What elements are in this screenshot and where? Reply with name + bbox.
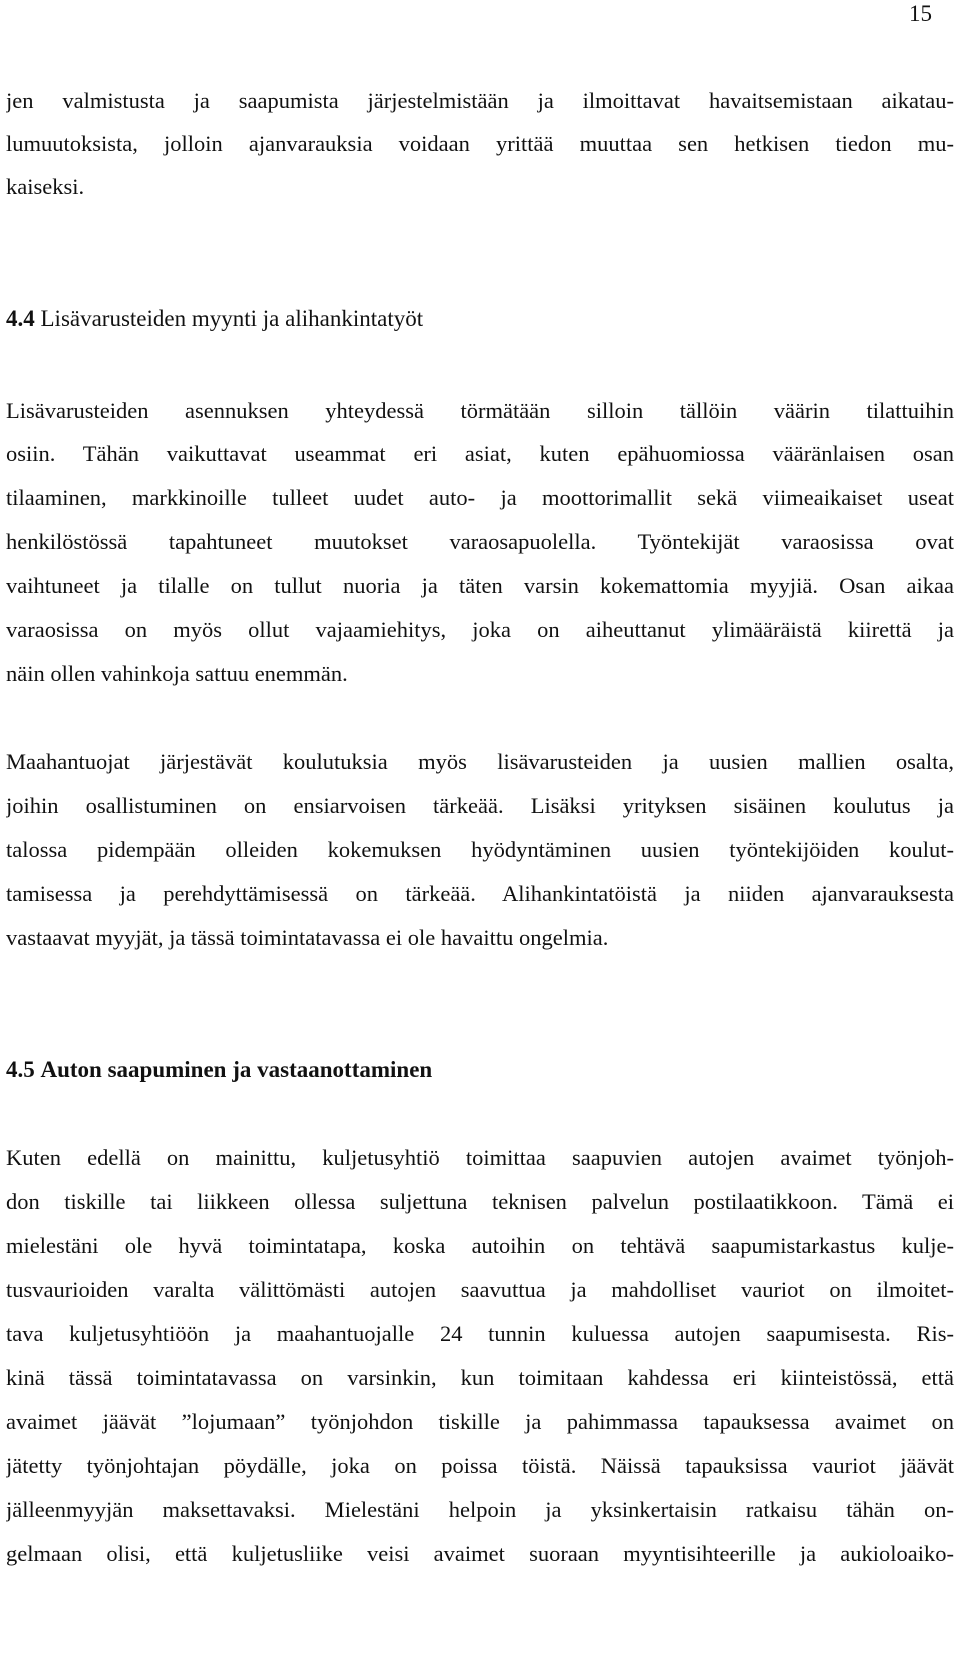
page-number: 15 [909,1,932,26]
text-line: Maahantuojat järjestävät koulutuksia myös lisävarusteiden ja uusien mallien osalta, [6,749,954,774]
section-title: Auton saapuminen ja vastaanottaminen [40,1057,433,1082]
text-line: jen valmistusta ja saapumista järjestelmistään ja ilmoittavat havaitsemistaan aikatau- [6,88,954,113]
text-line: Kuten edellä on mainittu, kuljetusyhtiö toimittaa saapuvien autojen avaimet työnjoh- [6,1145,954,1170]
text-line: mielestäni ole hyvä toimintatapa, koska autoihin on tehtävä saapumistarkastus kulje- [6,1233,954,1258]
text-line: avaimet jäävät ”lojumaan” työnjohdon tiskille ja pahimmassa tapauksessa avaimet on [6,1409,954,1434]
text-line: tamisessa ja perehdyttämisessä on tärkeää. Alihankintatöistä ja niiden ajanvarauksesta [6,881,954,906]
section-heading-4-4 [6,304,423,334]
text-line: vastaavat myyjät, ja tässä toimintatavassa ei ole havaittu ongelmia. [6,925,609,950]
section-number: 4.5 [6,1057,35,1082]
text-line: jälleenmyyjän maksettavaksi. Mielestäni helpoin ja yksinkertaisin ratkaisu tähän on- [6,1497,954,1522]
text-line: lumuutoksista, jolloin ajanvarauksia voidaan yrittää muuttaa sen hetkisen tiedon mu- [6,131,954,156]
text-line: gelmaan olisi, että kuljetusliike veisi avaimet suoraan myyntisihteerille ja aukioloaiko- [6,1541,954,1566]
text-line: tilaaminen, markkinoille tulleet uudet auto- ja moottorimallit sekä viimeaikaiset useat [6,485,954,510]
text-line: vaihtuneet ja tilalle on tullut nuoria ja täten varsin kokemattomia myyjiä. Osan aikaa [6,573,954,598]
section-heading-4-5 [6,1055,432,1085]
text-line: jätetty työnjohtajan pöydälle, joka on poissa töistä. Näissä tapauksissa vauriot jäävät [6,1453,954,1478]
section-number: 4.4 [6,306,35,331]
text-line: tava kuljetusyhtiöön ja maahantuojalle 24 tunnin kuluessa autojen saapumisesta. Ris- [6,1321,954,1346]
text-line: talossa pidempään olleiden kokemuksen hyödyntäminen uusien työntekijöiden koulut- [6,837,954,862]
text-line: henkilöstössä tapahtuneet muutokset varaosapuolella. Työntekijät varaosissa ovat [6,529,954,554]
text-line: joihin osallistuminen on ensiarvoisen tärkeää. Lisäksi yrityksen sisäinen koulutus ja [6,793,954,818]
text-line: osiin. Tähän vaikuttavat useammat eri asiat, kuten epähuomiossa vääränlaisen osan [6,441,954,466]
text-line: tusvaurioiden varalta välittömästi autojen saavuttua ja mahdolliset vauriot on ilmoitet- [6,1277,954,1302]
text-line: kaiseksi. [6,174,85,199]
text-line: varaosissa on myös ollut vajaamiehitys, joka on aiheuttanut ylimääräistä kiirettä ja [6,617,954,642]
text-line: näin ollen vahinkoja sattuu enemmän. [6,661,348,686]
text-line: Lisävarusteiden asennuksen yhteydessä törmätään silloin tällöin väärin tilattuihin [6,398,954,423]
text-line: kinä tässä toimintatavassa on varsinkin, kun toimitaan kahdessa eri kiinteistössä, että [6,1365,954,1390]
text-line: don tiskille tai liikkeen ollessa suljettuna teknisen palvelun postilaatikkoon. Tämä ei [6,1189,954,1214]
section-title: Lisävarusteiden myynti ja alihankintatyöt [40,306,424,331]
